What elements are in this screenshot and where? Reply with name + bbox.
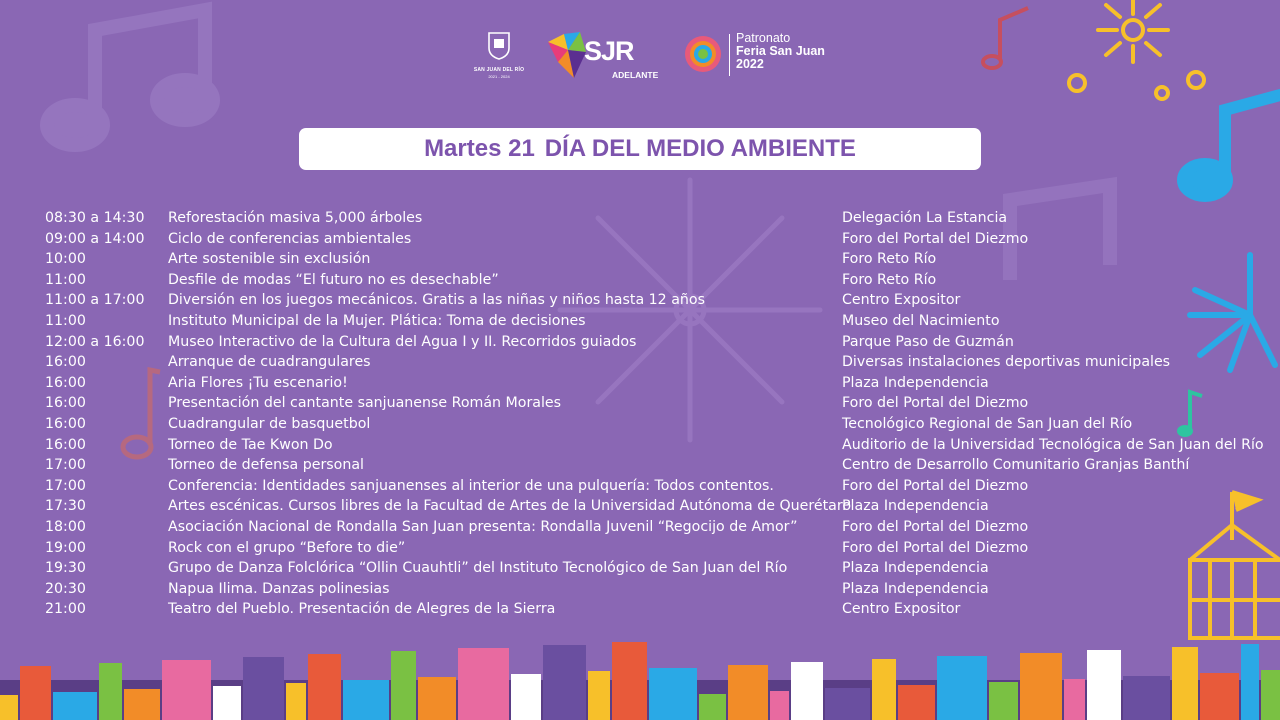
event-activity: Reforestación masiva 5,000 árboles (168, 210, 423, 226)
event-location: Tecnológico Regional de San Juan del Río (842, 415, 1133, 432)
patronato-feria-logo (683, 30, 843, 84)
event-time: 11:00 a 17:00 (45, 292, 145, 309)
building-shape (458, 648, 509, 720)
building-shape (1200, 673, 1239, 720)
event-activity: Torneo de Tae Kwon Do (168, 436, 333, 453)
event-location: Foro Reto Río (842, 251, 937, 268)
schedule-row (0, 435, 1280, 456)
event-activity: Grupo de Danza Folclórica “Ollin Cuauhtli” del Instituto Tecnológico de San Juan del Río (168, 560, 788, 577)
event-time: 18:00 (45, 518, 86, 535)
schedule-row (0, 476, 1280, 497)
feria-name: Feria San Juan (736, 44, 825, 58)
building-shape (391, 651, 416, 720)
sjr-adelante-logo (546, 28, 666, 84)
building-shape (213, 686, 241, 720)
building-shape (511, 674, 541, 720)
schedule-row (0, 208, 1280, 229)
event-location: Foro del Portal del Diezmo (842, 539, 1029, 556)
event-time: 16:00 (45, 415, 86, 432)
building-shape (53, 692, 97, 720)
header-logos (0, 28, 1280, 84)
event-location: Foro del Portal del Diezmo (842, 477, 1029, 494)
event-time: 16:00 (45, 395, 86, 412)
event-time: 16:00 (45, 354, 86, 371)
city-skyline-illustration (0, 620, 1280, 720)
building-shape (286, 683, 306, 720)
building-shape (418, 677, 456, 720)
event-activity: Napua Ilima. Danzas polinesias (168, 580, 390, 597)
event-activity: Rock con el grupo “Before to die” (168, 539, 406, 556)
building-shape (989, 682, 1018, 720)
schedule-row (0, 579, 1280, 600)
municipality-name: SAN JUAN DEL RÍO (473, 67, 525, 73)
building-shape (20, 666, 51, 720)
event-activity: Cuadrangular de basquetbol (168, 415, 371, 432)
event-time: 17:00 (45, 457, 86, 474)
schedule-row (0, 270, 1280, 291)
event-location: Plaza Independencia (842, 374, 989, 391)
schedule-row (0, 599, 1280, 620)
music-note-icon (1183, 95, 1280, 196)
event-time: 19:00 (45, 539, 86, 556)
event-activity: Diversión en los juegos mecánicos. Gratis a las niñas y niños hasta 12 años (168, 292, 705, 309)
event-time: 11:00 (45, 271, 86, 288)
building-shape (343, 680, 389, 720)
building-shape (1020, 653, 1062, 720)
schedule-row (0, 249, 1280, 270)
building-shape (1087, 650, 1121, 720)
building-shape (1261, 670, 1280, 720)
event-location: Centro Expositor (842, 601, 961, 618)
event-activity: Conferencia: Identidades sanjuanenses al interior de una pulquería: Todos contentos. (168, 477, 774, 494)
event-time: 16:00 (45, 374, 86, 391)
building-shape (1241, 644, 1259, 720)
building-shape (728, 665, 768, 720)
day-title-banner (299, 128, 981, 170)
event-time: 17:00 (45, 477, 86, 494)
building-shape (649, 668, 697, 720)
event-activity: Instituto Municipal de la Mujer. Plática: Toma de decisiones (168, 312, 586, 329)
building-shape (588, 671, 610, 720)
event-location: Parque Paso de Guzmán (842, 333, 1014, 350)
adelante-wordmark: ADELANTE (612, 70, 659, 80)
event-location: Diversas instalaciones deportivas municipales (842, 354, 1171, 371)
event-location: Foro del Portal del Diezmo (842, 395, 1029, 412)
event-activity: Arte sostenible sin exclusión (168, 251, 371, 268)
sjr-wordmark: SJR (584, 36, 634, 66)
event-activity: Desfile de modas “El futuro no es desechable” (168, 271, 499, 288)
building-shape (937, 656, 987, 720)
event-time: 16:00 (45, 436, 86, 453)
day-theme: DÍA DEL MEDIO AMBIENTE (544, 135, 856, 162)
building-shape (543, 645, 586, 720)
building-shape (898, 685, 935, 720)
building-shape (825, 688, 870, 720)
event-location: Plaza Independencia (842, 560, 989, 577)
schedule-row (0, 290, 1280, 311)
building-shape (99, 663, 122, 720)
logo-divider (729, 34, 730, 76)
building-shape (791, 662, 823, 720)
event-time: 10:00 (45, 251, 86, 268)
event-location: Auditorio de la Universidad Tecnológica de San Juan del Río (842, 436, 1264, 453)
schedule-row (0, 352, 1280, 373)
building-shape (699, 694, 726, 720)
coat-of-arms-icon (486, 30, 512, 60)
event-activity: Asociación Nacional de Rondalla San Juan presenta: Rondalla Juvenil “Regocijo de Amor” (168, 518, 798, 535)
event-activity: Presentación del cantante sanjuanense Román Morales (168, 395, 562, 412)
schedule-row (0, 455, 1280, 476)
colorful-burst-icon (683, 34, 723, 74)
event-time: 17:30 (45, 498, 86, 515)
event-time: 20:30 (45, 580, 86, 597)
schedule-row (0, 538, 1280, 559)
schedule-row (0, 311, 1280, 332)
event-location: Centro de Desarrollo Comunitario Granjas Banthí (842, 457, 1190, 474)
event-location: Centro Expositor (842, 292, 961, 309)
building-shape (124, 689, 160, 720)
event-schedule (0, 208, 1280, 620)
building-shape (162, 660, 211, 720)
event-activity: Torneo de defensa personal (168, 457, 364, 474)
patronato-label: Patronato (736, 31, 791, 45)
event-location: Museo del Nacimiento (842, 312, 1000, 329)
event-activity: Arranque de cuadrangulares (168, 354, 371, 371)
event-time: 21:00 (45, 601, 86, 618)
event-location: Foro del Portal del Diezmo (842, 518, 1029, 535)
event-activity: Artes escénicas. Cursos libres de la Facultad de Artes de la Universidad Autónoma de Querétaro (168, 498, 852, 515)
event-location: Delegación La Estancia (842, 210, 1008, 226)
event-location: Foro del Portal del Diezmo (842, 230, 1029, 247)
event-time: 11:00 (45, 312, 86, 329)
building-shape (872, 659, 896, 720)
event-activity: Teatro del Pueblo. Presentación de Alegres de la Sierra (168, 601, 556, 618)
building-shape (243, 657, 284, 720)
schedule-row (0, 393, 1280, 414)
building-shape (0, 695, 18, 720)
building-shape (612, 642, 647, 720)
event-location: Foro Reto Río (842, 271, 937, 288)
event-time: 08:30 a 14:30 (45, 210, 145, 226)
feria-year: 2022 (736, 57, 764, 71)
building-shape (1123, 676, 1170, 720)
event-activity: Museo Interactivo de la Cultura del Agua I y II. Recorridos guiados (168, 333, 637, 350)
schedule-row (0, 229, 1280, 250)
day-label: Martes 21 (424, 135, 535, 162)
event-time: 12:00 a 16:00 (45, 333, 145, 350)
building-shape (1172, 647, 1198, 720)
schedule-row (0, 496, 1280, 517)
building-shape (308, 654, 341, 720)
schedule-row (0, 332, 1280, 353)
event-time: 19:30 (45, 560, 86, 577)
schedule-row (0, 414, 1280, 435)
event-location: Plaza Independencia (842, 498, 989, 515)
municipality-logo (470, 30, 528, 86)
schedule-row (0, 558, 1280, 579)
municipality-years: 2021 - 2024 (488, 74, 510, 79)
event-activity: Aria Flores ¡Tu escenario! (168, 374, 348, 391)
event-time: 09:00 a 14:00 (45, 230, 145, 247)
schedule-row (0, 517, 1280, 538)
schedule-row (0, 373, 1280, 394)
event-activity: Ciclo de conferencias ambientales (168, 230, 412, 247)
building-shape (1064, 679, 1085, 720)
event-location: Plaza Independencia (842, 580, 989, 597)
building-shape (770, 691, 789, 720)
